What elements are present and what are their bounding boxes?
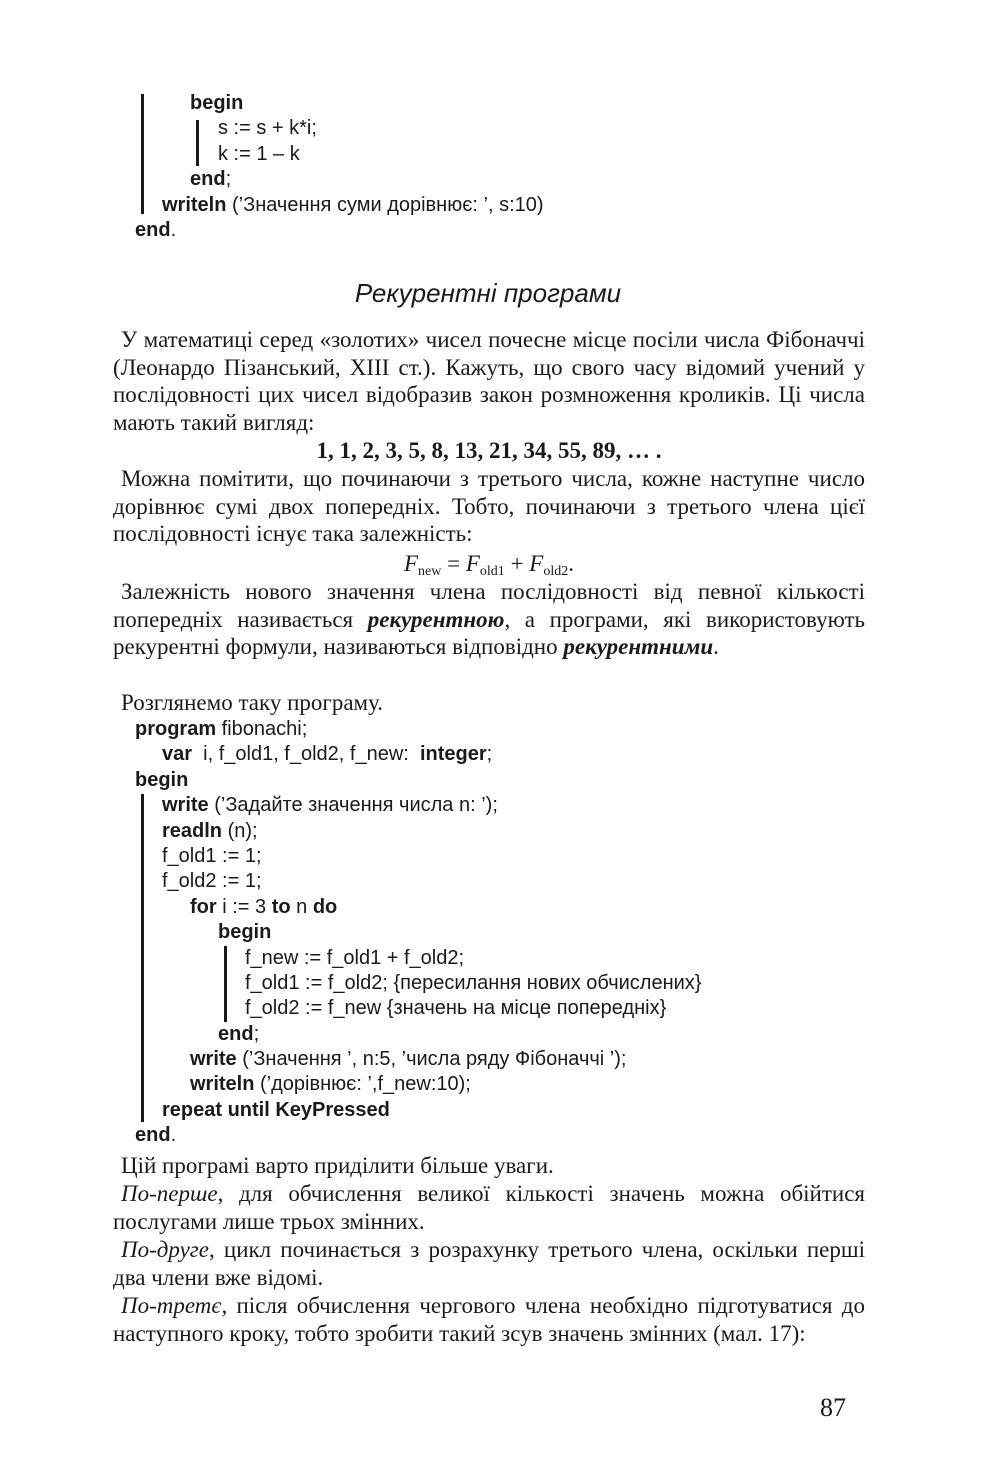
code-line: begin	[218, 921, 272, 944]
code-line: var i, f_old1, f_old2, f_new: integer;	[162, 743, 493, 766]
code-line: begin	[190, 92, 244, 114]
code-line: program fibonachi;	[135, 718, 308, 740]
code-line: end;	[190, 168, 232, 191]
paragraph-firstly: По-перше, для обчислення великої кількості значень можна обійтися послугами лише трьох змінних.	[113, 1181, 865, 1234]
code-line: f_old2 := f_new {значень на місце попередніх}	[245, 997, 667, 1020]
code-line: s := s + k*i;	[218, 117, 317, 140]
code-line: write (’Задайте значення числа n: ’);	[162, 794, 498, 817]
code-line: end.	[135, 1124, 177, 1147]
code-line: f_old2 := 1;	[162, 870, 262, 893]
code-line: k := 1 – k	[218, 142, 300, 165]
code-line: f_old1 := f_old2; {пересилання нових обчислених}	[245, 971, 702, 994]
code-line: writeln (’Значення суми дорівнює: ’, s:10)	[162, 193, 544, 216]
code-line: end.	[135, 218, 177, 241]
code-block-bar	[224, 946, 227, 1022]
code-line: f_old1 := 1;	[162, 844, 262, 867]
code-line: end;	[218, 1022, 260, 1045]
paragraph-observation: Можна помітити, що починаючи з третього числа, кожне наступне число дорівнює сумі двох попередніх. Тобто, починаючи з третього члена цієї послідовності існує така залежність:	[113, 466, 865, 546]
code-line: begin	[135, 768, 189, 791]
fibonacci-sequence: 1, 1, 2, 3, 5, 8, 13, 21, 34, 55, 89, … .	[316, 438, 662, 463]
code-line: repeat until KeyPressed	[162, 1098, 390, 1121]
paragraph-definition: Залежність нового значення члена послідовності від певної кількості попередніх називається рекурентною, а програми, які використовують рекурентні формули, називаються відповідно рекурентними.	[113, 579, 865, 659]
code-line: f_new := f_old1 + f_old2;	[245, 946, 465, 969]
code-block-bar	[141, 94, 144, 214]
recurrence-formula: $F_{new} = F_{old1} + F_{old2}$.	[403, 551, 574, 579]
code-block-bar	[141, 794, 144, 1122]
section-heading: Рекурентні програми	[354, 278, 622, 308]
code-line: for i := 3 to n do	[190, 895, 338, 918]
code-line: writeln (’дорівнює: ’,f_new:10);	[190, 1073, 471, 1096]
code-fragment-top	[135, 91, 835, 243]
page-number: 87	[820, 1393, 846, 1422]
code-line: readln (n);	[162, 819, 258, 842]
code-line: write (’Значення ’, n:5, ’числа ряду Фібоначчі ’);	[190, 1048, 627, 1071]
code-fibonacci-program	[135, 717, 865, 1149]
code-block-bar	[196, 120, 199, 166]
paragraph-secondly: По-друге, цикл починається з розрахунку третього члена, оскільки перші два члени вже відомі.	[113, 1237, 865, 1290]
paragraph-attention: Цій програмі варто приділити більше уваги.	[121, 1153, 554, 1178]
paragraph-intro: У математиці серед «золотих» чисел почесне місце посіли числа Фібоначчі (Леонардо Пізанський, XIII ст.). Кажуть, що свого часу відомий учений у послідовності цих чисел відобразив закон розмноження кроликів. Ці числа мають такий вигляд:	[113, 327, 865, 435]
paragraph-thirdly: По-третє, після обчислення чергового члена необхідно підготуватися до наступного кроку, тобто зробити такий зсув значень змінних (мал. 17):	[113, 1293, 865, 1346]
term-recurrent-programs: рекурентними	[563, 634, 714, 659]
paragraph-consider: Розглянемо таку програму.	[121, 690, 384, 715]
term-recurrent: рекурентною	[367, 606, 505, 632]
